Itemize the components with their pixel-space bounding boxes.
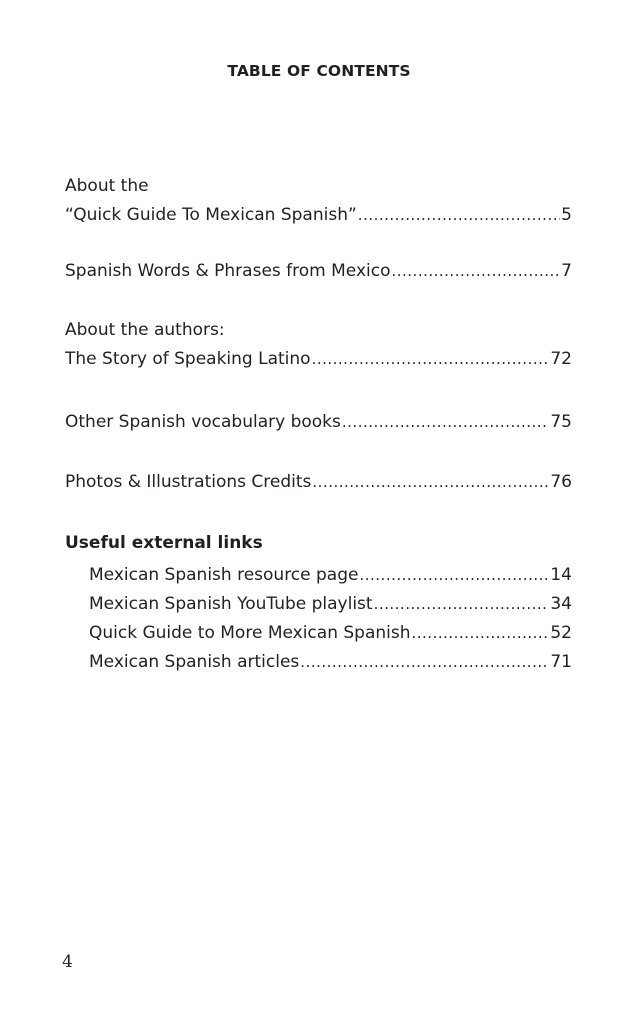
link-item-line (89, 590, 572, 619)
link-page-number: 52 (550, 623, 572, 643)
toc-entry-vocabulary-books[interactable] (65, 408, 572, 437)
toc-entry-title: The Story of Speaking Latino (65, 349, 311, 369)
toc-entry-line (65, 408, 572, 437)
page-number: 4 (62, 952, 73, 972)
toc-entry-line (65, 468, 572, 497)
toc-entry-title: Photos & Illustrations Credits (65, 472, 312, 492)
dot-leader (391, 257, 560, 286)
toc-entry-photo-credits[interactable] (65, 468, 572, 497)
dot-leader (342, 408, 549, 437)
link-item-title: Mexican Spanish YouTube playlist (89, 594, 373, 614)
dot-leader (358, 201, 560, 230)
link-page-number: 34 (550, 594, 572, 614)
toc-entry-words-phrases[interactable] (65, 257, 572, 286)
toc-entry-about-authors[interactable] (65, 316, 572, 374)
dot-leader (300, 648, 549, 677)
link-item-resource-page[interactable] (89, 561, 572, 590)
toc-entry-line2 (65, 345, 572, 374)
toc-entry-quick-guide[interactable] (65, 172, 572, 230)
toc-entry-line1 (65, 316, 572, 345)
toc-entry-title: Spanish Words & Phrases from Mexico (65, 261, 391, 281)
link-page-number: 71 (550, 652, 572, 672)
dot-leader (374, 590, 550, 619)
section-heading-external-links: Useful external links (65, 533, 263, 553)
toc-entry-title: Other Spanish vocabulary books (65, 412, 341, 432)
dot-leader (312, 345, 550, 374)
toc-entry-title: “Quick Guide To Mexican Spanish” (65, 205, 357, 225)
link-item-title: Quick Guide to More Mexican Spanish (89, 623, 411, 643)
toc-page-number: 72 (550, 349, 572, 369)
link-item-youtube-playlist[interactable] (89, 590, 572, 619)
toc-page-number: 75 (550, 412, 572, 432)
link-item-more-mexican-spanish[interactable] (89, 619, 572, 648)
link-item-title: Mexican Spanish resource page (89, 565, 359, 585)
dot-leader (312, 468, 549, 497)
toc-page-number: 7 (561, 261, 572, 281)
link-item-title: Mexican Spanish articles (89, 652, 300, 672)
link-item-line (89, 561, 572, 590)
toc-entry-line1 (65, 172, 572, 201)
link-item-line (89, 619, 572, 648)
link-item-articles[interactable] (89, 648, 572, 677)
dot-leader (359, 561, 549, 590)
link-page-number: 14 (550, 565, 572, 585)
toc-page-number: 76 (550, 472, 572, 492)
page-title: TABLE OF CONTENTS (227, 62, 411, 80)
toc-page-number: 5 (561, 205, 572, 225)
dot-leader (412, 619, 550, 648)
toc-entry-line1-text: About the (65, 176, 149, 196)
toc-entry-line1-text: About the authors: (65, 320, 225, 340)
toc-entry-line2 (65, 201, 572, 230)
link-item-line (89, 648, 572, 677)
toc-entry-line (65, 257, 572, 286)
